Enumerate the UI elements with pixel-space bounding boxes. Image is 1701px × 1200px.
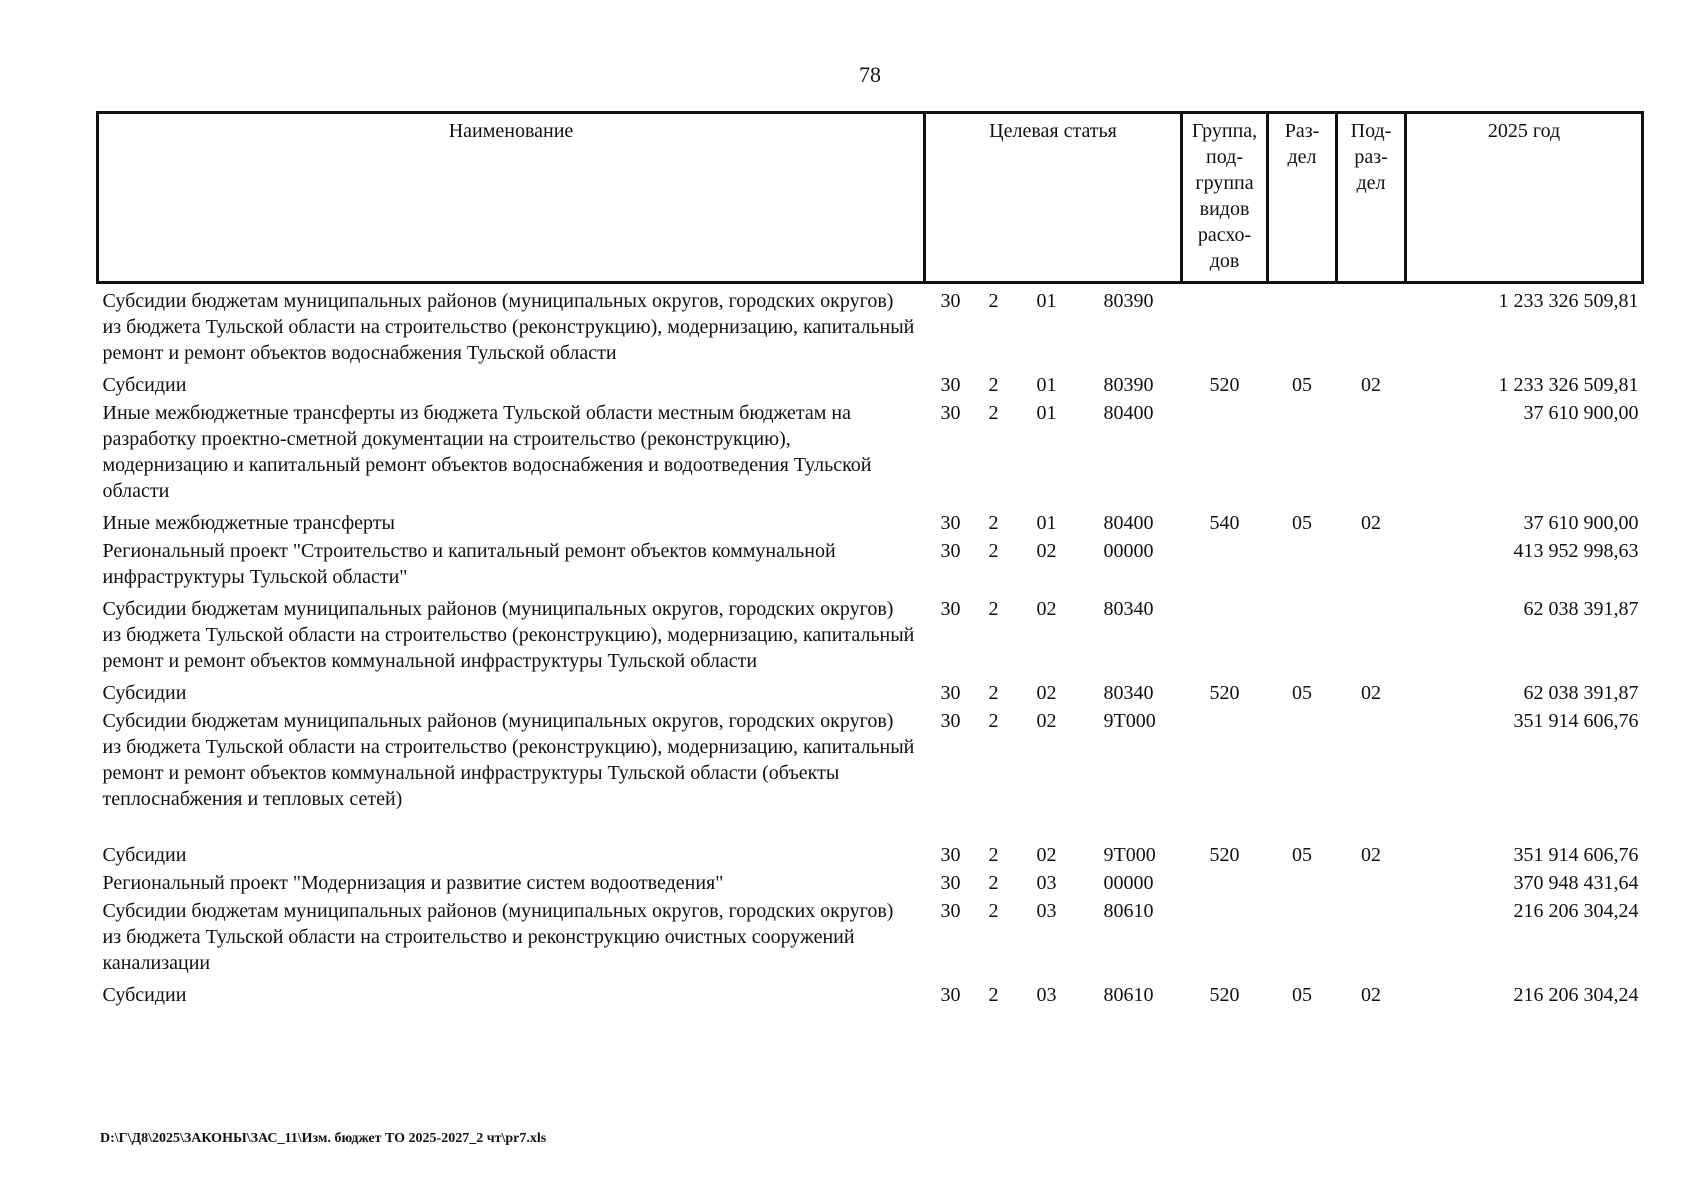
row-name: Субсидии <box>102 844 187 866</box>
row-code-3: 01 <box>1036 374 1057 396</box>
row-code-3: 01 <box>1036 512 1057 534</box>
header-group <box>1182 113 1268 283</box>
row-code-2: 2 <box>988 682 999 704</box>
budget-table <box>96 111 1644 1010</box>
row-code-2: 2 <box>988 900 999 922</box>
row-section <box>1268 898 1337 978</box>
row-name: Субсидии <box>102 984 187 1006</box>
row-sum: 370 948 431,64 <box>1513 872 1639 894</box>
row-subsection: 02 <box>1361 374 1382 396</box>
row-code-2: 2 <box>988 984 999 1006</box>
row-code-1: 30 <box>940 900 961 922</box>
table-header <box>98 113 1643 283</box>
row-name: Региональный проект "Строительство и капитальный ремонт объектов коммунальной инфраструктуры Тульской области" <box>102 540 836 588</box>
row-sum: 37 610 900,00 <box>1523 402 1639 424</box>
header-section <box>1268 113 1337 283</box>
table-body <box>98 283 1643 1011</box>
row-group <box>1182 870 1268 898</box>
row-code-3: 02 <box>1036 540 1057 562</box>
row-name: Иные межбюджетные трансферты <box>102 512 395 534</box>
row-section: 05 <box>1292 512 1313 534</box>
row-sum: 1 233 326 509,81 <box>1498 290 1639 312</box>
row-subsection <box>1337 898 1406 978</box>
row-code-3: 02 <box>1036 844 1057 866</box>
row-group: 520 <box>1209 374 1240 396</box>
row-section: 05 <box>1292 374 1313 396</box>
table-row <box>98 842 1643 870</box>
row-name: Субсидии бюджетам муниципальных районов (муниципальных округов, городских округов) из бюджета Тульской области на строительство и реконструкцию очистных сооружений канализации <box>102 900 894 974</box>
row-sum: 37 610 900,00 <box>1523 512 1639 534</box>
row-section <box>1268 538 1337 592</box>
row-subsection: 02 <box>1361 844 1382 866</box>
row-group: 520 <box>1209 682 1240 704</box>
row-code-4: 9Т000 <box>1103 844 1156 866</box>
table-row <box>98 592 1643 676</box>
row-code-1: 30 <box>940 598 961 620</box>
row-code-3: 02 <box>1036 710 1057 732</box>
row-section <box>1268 283 1337 369</box>
row-group <box>1182 400 1268 506</box>
row-name: Субсидии бюджетам муниципальных районов (муниципальных округов, городских округов) из бюджета Тульской области на строительство (реконструкцию), модернизацию, капитальный ремонт и ремонт объектов коммунальной инфраструктуры Тульской области (объекты теплоснабжения и тепловых сетей) <box>102 710 915 810</box>
header-subsection <box>1337 113 1406 283</box>
table-row <box>98 898 1643 978</box>
row-subsection: 02 <box>1361 682 1382 704</box>
row-code-2: 2 <box>988 374 999 396</box>
row-section: 05 <box>1292 984 1313 1006</box>
row-code-4: 80390 <box>1103 374 1154 396</box>
row-subsection <box>1337 870 1406 898</box>
row-code-1: 30 <box>940 512 961 534</box>
table-row <box>98 708 1643 842</box>
row-code-3: 03 <box>1036 900 1057 922</box>
header-year: 2025 год <box>1406 113 1643 283</box>
row-code-1: 30 <box>940 872 961 894</box>
row-sum: 62 038 391,87 <box>1523 598 1639 620</box>
table-row <box>98 676 1643 708</box>
row-code-1: 30 <box>940 844 961 866</box>
row-code-4: 80610 <box>1103 900 1154 922</box>
row-name: Региональный проект "Модернизация и развитие систем водоотведения" <box>102 872 724 894</box>
header-target-article: Целевая статья <box>925 113 1182 283</box>
table-row <box>98 506 1643 538</box>
table-row <box>98 538 1643 592</box>
row-code-4: 00000 <box>1103 872 1154 894</box>
row-code-3: 02 <box>1036 598 1057 620</box>
row-code-3: 01 <box>1036 402 1057 424</box>
table-row <box>98 400 1643 506</box>
row-code-1: 30 <box>940 540 961 562</box>
row-section <box>1268 708 1337 842</box>
row-section: 05 <box>1292 844 1313 866</box>
row-name: Субсидии бюджетам муниципальных районов (муниципальных округов, городских округов) из бюджета Тульской области на строительство (реконструкцию), модернизацию, капитальный ремонт и ремонт объектов коммунальной инфраструктуры Тульской области <box>102 598 915 672</box>
row-code-2: 2 <box>988 512 999 534</box>
row-code-2: 2 <box>988 598 999 620</box>
row-section <box>1268 870 1337 898</box>
row-section: 05 <box>1292 682 1313 704</box>
row-sum: 1 233 326 509,81 <box>1498 374 1639 396</box>
row-code-1: 30 <box>940 682 961 704</box>
row-group: 540 <box>1209 512 1240 534</box>
row-code-3: 03 <box>1036 872 1057 894</box>
row-sum: 216 206 304,24 <box>1513 900 1639 922</box>
row-group: 520 <box>1209 984 1240 1006</box>
row-code-4: 80610 <box>1103 984 1154 1006</box>
row-name: Субсидии <box>102 374 187 396</box>
row-code-2: 2 <box>988 290 999 312</box>
row-code-4: 80400 <box>1103 512 1154 534</box>
row-subsection <box>1337 592 1406 676</box>
row-group <box>1182 283 1268 369</box>
row-subsection: 02 <box>1361 512 1382 534</box>
row-code-4: 80340 <box>1103 598 1154 620</box>
table-row <box>98 870 1643 898</box>
row-sum: 62 038 391,87 <box>1523 682 1639 704</box>
row-code-4: 80400 <box>1103 402 1154 424</box>
header-subsection-text: Под-раз-дел <box>1350 120 1392 194</box>
row-code-4: 9Т000 <box>1103 710 1156 732</box>
row-group <box>1182 708 1268 842</box>
row-code-4: 00000 <box>1103 540 1154 562</box>
row-section <box>1268 592 1337 676</box>
row-code-4: 80390 <box>1103 290 1154 312</box>
row-sum: 351 914 606,76 <box>1513 710 1639 732</box>
row-code-3: 01 <box>1036 290 1057 312</box>
header-name: Наименование <box>98 113 925 283</box>
row-code-1: 30 <box>940 402 961 424</box>
row-group: 520 <box>1209 844 1240 866</box>
row-name: Субсидии <box>102 682 187 704</box>
row-sum: 351 914 606,76 <box>1513 844 1639 866</box>
row-section <box>1268 400 1337 506</box>
row-subsection <box>1337 283 1406 369</box>
row-subsection: 02 <box>1361 984 1382 1006</box>
row-code-2: 2 <box>988 402 999 424</box>
row-code-1: 30 <box>940 290 961 312</box>
table-row <box>98 978 1643 1010</box>
row-code-4: 80340 <box>1103 682 1154 704</box>
row-group <box>1182 898 1268 978</box>
row-code-2: 2 <box>988 540 999 562</box>
table-row <box>98 283 1643 369</box>
row-name: Иные межбюджетные трансферты из бюджета Тульской области местным бюджетам на разработку проектно-сметной документации на строительство (реконструкцию), модернизацию и капитальный ремонт объектов водоснабжения и водоотведения Тульской области <box>102 402 872 502</box>
row-code-2: 2 <box>988 872 999 894</box>
row-code-1: 30 <box>940 710 961 732</box>
row-code-1: 30 <box>940 984 961 1006</box>
row-subsection <box>1337 708 1406 842</box>
row-subsection <box>1337 538 1406 592</box>
table-row <box>98 368 1643 400</box>
row-code-2: 2 <box>988 844 999 866</box>
row-sum: 413 952 998,63 <box>1513 540 1639 562</box>
footer-file-path: D:\Г\Д8\2025\ЗАКОНЫ\ЗАС_11\Изм. бюджет ТО 2025-2027_2 чт\pr7.xls <box>100 1131 547 1146</box>
row-name: Субсидии бюджетам муниципальных районов (муниципальных округов, городских округов) из бюджета Тульской области на строительство (реконструкцию), модернизацию, капитальный ремонт и ремонт объектов водоснабжения Тульской области <box>102 290 915 364</box>
row-code-3: 03 <box>1036 984 1057 1006</box>
row-subsection <box>1337 400 1406 506</box>
row-group <box>1182 592 1268 676</box>
row-code-2: 2 <box>988 710 999 732</box>
row-group <box>1182 538 1268 592</box>
row-code-3: 02 <box>1036 682 1057 704</box>
page-number: 78 <box>859 62 881 87</box>
row-sum: 216 206 304,24 <box>1513 984 1639 1006</box>
row-code-1: 30 <box>940 374 961 396</box>
header-section-text: Раз-дел <box>1284 120 1320 168</box>
header-group-text: Группа, под-группа видов расхо-дов <box>1191 120 1258 272</box>
